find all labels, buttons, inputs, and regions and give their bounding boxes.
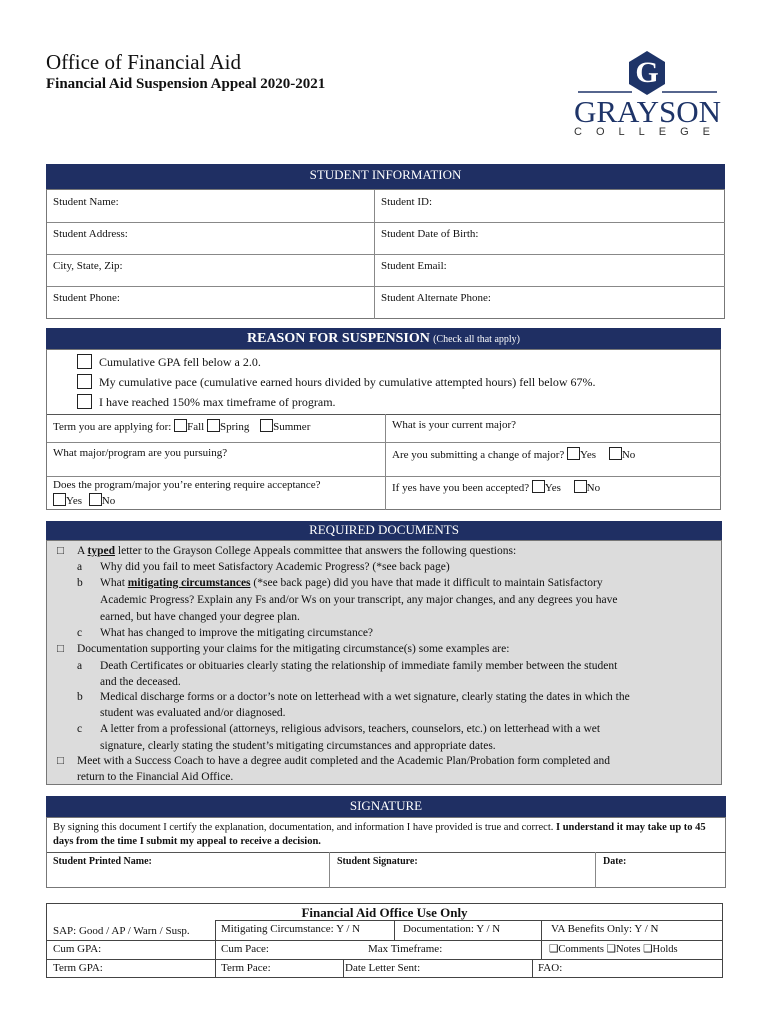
signature-section	[46, 796, 726, 888]
sap-status: SAP: Good / AP / Warn / Susp.	[53, 925, 190, 937]
logo-subtext: COLLEGE	[574, 126, 724, 138]
documentation-status: Documentation: Y / N	[403, 923, 501, 935]
fao-field: FAO:	[538, 962, 563, 974]
doc-question-c: What has changed to improve the mitigating circumstance?	[100, 627, 374, 639]
acceptance-label: Does the program/major you’re entering require acceptance?	[53, 479, 321, 491]
form-subtitle: Financial Aid Suspension Appeal 2020-2021	[46, 76, 326, 92]
cum-gpa-field: Cum GPA:	[53, 943, 102, 955]
signature-table	[46, 817, 726, 888]
printed-name-field[interactable]: Student Printed Name:	[53, 856, 152, 867]
documents-body: □ A typed letter to the Grayson College Appeals committee that answers the following questions: a Why did you fail to meet Satisfactory Academic Progress? (*see back page) b What mitigating circumstances (*see back page) did you have that made it difficult to maintain Satisfactory Academic Progress? Explain any Fs and/or Ws on your transcript, any major changes, and any degrees you have earned, but have changed your degree plan. c What has changed to improve the mitigating circumstance? □ Documentation supporting your claims for the mitigating circumstance(s) some examples are: a Death Certificates or obituaries clearly stating the relationship of immediate family member between the student and the deceased. b Medical discharge forms or a doctor’s note on letterhead with a wet signature, clearly stating the dates in which the student was evaluated and/or diagnosed. c A letter from a professional (attorneys, religious advisors, teachers, counselors, etc.) on letterhead with a wet signature, clearly stating the student’s mitigating circumstances and appropriate dates. □ Meet with a Success Coach to have a degree audit completed and the Academic Plan/Probation form completed and return to the Financial Aid Office.	[46, 540, 722, 785]
student-email-field[interactable]: Student Email:	[381, 260, 447, 272]
current-major-field[interactable]: What is your current major?	[392, 419, 517, 431]
spring-label: Spring	[219, 421, 250, 433]
signature-date-field[interactable]: Date:	[603, 856, 627, 867]
doc-example-c: A letter from a professional (attorneys, religious advisors, teachers, counselors, etc.) on letterhead with a wet	[100, 723, 601, 735]
summer-checkbox[interactable]	[260, 419, 273, 432]
max-timeframe-field: Max Timeframe:	[368, 943, 443, 955]
doc-item1-text: A typed letter to the Grayson College Appeals committee that answers the following questions:	[77, 545, 517, 557]
reason-pace-item[interactable]	[77, 374, 596, 393]
accepted-no-label: No	[586, 482, 601, 494]
grayson-college-logo	[570, 48, 725, 140]
documents-heading: REQUIRED DOCUMENTS	[46, 521, 722, 540]
reason-table	[46, 349, 721, 510]
accepted-no-checkbox[interactable]	[574, 480, 587, 493]
student-name-field[interactable]: Student Name:	[53, 196, 119, 208]
signature-heading: SIGNATURE	[46, 796, 726, 817]
summer-label: Summer	[273, 421, 311, 433]
acceptance-options	[53, 493, 115, 507]
doc-question-b: What mitigating circumstances (*see back page) did you have that made it difficult to maintain Satisfactory	[100, 577, 603, 589]
certify-text: By signing this document I certify the explanation, documentation, and information I have provided is true and correct. I understand it may take up to 45 days from the time I submit my appeal to receive a decision.	[53, 822, 706, 847]
change-major-row	[392, 447, 635, 461]
student-id-field[interactable]: Student ID:	[381, 196, 433, 208]
mitigating-status: Mitigating Circumstance: Y / N	[221, 923, 361, 935]
reason-heading-note: (Check all that apply)	[433, 334, 520, 345]
term-pace-field: Term Pace:	[221, 962, 271, 974]
accepted-yes-label: Yes	[544, 482, 561, 494]
reason-heading-bar	[46, 328, 721, 349]
student-phone-field[interactable]: Student Phone:	[53, 292, 120, 304]
student-dob-field[interactable]: Student Date of Birth:	[381, 228, 479, 240]
term-label: Term you are applying for:	[53, 421, 172, 433]
office-use-heading: Financial Aid Office Use Only	[301, 905, 468, 920]
acceptance-no-checkbox[interactable]	[89, 493, 102, 506]
acceptance-no-label: No	[101, 495, 116, 507]
spring-checkbox[interactable]	[207, 419, 220, 432]
doc-item2-bullet: □	[57, 643, 64, 655]
student-info-table	[46, 189, 725, 319]
office-use-table	[46, 903, 723, 978]
change-major-yes-label: Yes	[580, 449, 597, 461]
gpa-checkbox[interactable]	[77, 354, 92, 369]
office-use-section	[46, 900, 723, 978]
doc-item3-bullet: □	[57, 755, 64, 767]
timeframe-label: I have reached 150% max timeframe of program.	[99, 395, 336, 409]
change-major-label: Are you submitting a change of major?	[392, 449, 565, 461]
doc-item2-text: Documentation supporting your claims for the mitigating circumstance(s) some examples are:	[77, 643, 510, 655]
date-letter-sent-field: Date Letter Sent:	[345, 962, 421, 974]
fall-checkbox[interactable]	[174, 419, 187, 432]
doc-question-a: Why did you fail to meet Satisfactory Academic Progress? (*see back page)	[100, 561, 450, 573]
gpa-label: Cumulative GPA fell below a 2.0.	[99, 355, 261, 369]
reason-heading: REASON FOR SUSPENSION	[247, 331, 430, 346]
timeframe-checkbox[interactable]	[77, 394, 92, 409]
comments-notes-holds: ❑Comments ❑Notes ❑Holds	[549, 944, 678, 955]
doc-item3-text: Meet with a Success Coach to have a degree audit completed and the Academic Plan/Probation form completed and	[77, 755, 610, 767]
fall-label: Fall	[187, 421, 205, 433]
city-state-zip-field[interactable]: City, State, Zip:	[53, 260, 123, 272]
doc-item1-bullet: □	[57, 545, 64, 557]
logo-letter: G	[635, 56, 659, 89]
pursuing-major-field[interactable]: What major/program are you pursuing?	[53, 447, 228, 459]
accepted-label: If yes have you been accepted?	[392, 482, 530, 494]
change-major-no-label: No	[621, 449, 636, 461]
student-info-section	[46, 164, 725, 319]
page-title: Office of Financial Aid	[46, 50, 241, 74]
pace-label: My cumulative pace (cumulative earned hours divided by cumulative attempted hours) fell below 67%.	[99, 375, 596, 389]
va-benefits-status: VA Benefits Only: Y / N	[551, 923, 659, 935]
student-address-field[interactable]: Student Address:	[53, 228, 128, 240]
term-gpa-field: Term GPA:	[53, 962, 103, 974]
reason-gpa-item[interactable]	[77, 354, 261, 373]
pace-checkbox[interactable]	[77, 374, 92, 389]
student-info-heading: STUDENT INFORMATION	[46, 164, 725, 189]
reason-timeframe-item[interactable]	[77, 394, 336, 413]
student-alt-phone-field[interactable]: Student Alternate Phone:	[381, 292, 491, 304]
term-row	[53, 419, 310, 433]
accepted-row	[392, 480, 600, 494]
accepted-yes-checkbox[interactable]	[532, 480, 545, 493]
acceptance-yes-checkbox[interactable]	[53, 493, 66, 506]
doc-example-a: Death Certificates or obituaries clearly stating the relationship of immediate family member between the student	[100, 660, 618, 672]
student-signature-field[interactable]: Student Signature:	[337, 856, 418, 867]
cum-pace-field: Cum Pace:	[221, 943, 269, 955]
logo-wordmark: GRAYSON	[573, 94, 721, 129]
change-major-yes-checkbox[interactable]	[567, 447, 580, 460]
change-major-no-checkbox[interactable]	[609, 447, 622, 460]
documents-section	[46, 521, 722, 785]
acceptance-yes-label: Yes	[66, 495, 83, 507]
doc-example-b: Medical discharge forms or a doctor’s note on letterhead with a wet signature, clearly stating the dates in which the	[100, 691, 630, 703]
reason-section	[46, 328, 721, 510]
